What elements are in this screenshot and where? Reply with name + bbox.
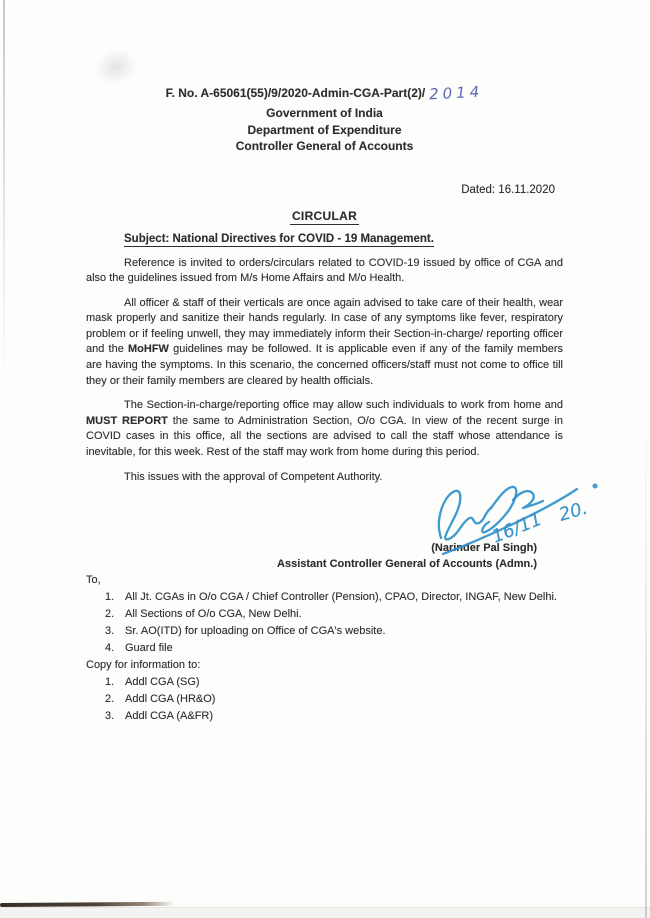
list-number: 1. [105, 675, 115, 688]
document-content [86, 0, 563, 725]
file-number-text: F. No. A-65061(55)/9/2020-Admin-CGA-Part(2)/ [165, 86, 426, 100]
circular-heading-row [86, 208, 563, 225]
scan-bottom-line-artifact [0, 902, 175, 907]
text-run: the same to Administration Section, O/o CGA. In view of the recent surge in COVID cases in this office, all the sections are advised to call the staff whose attendance is inevitable, for this week. Rest of the staff may work from home during this period. [86, 414, 563, 459]
list-number: 3. [105, 625, 115, 637]
to-list-item [86, 589, 563, 606]
file-number-handwritten: 2014 [428, 82, 484, 104]
list-text: Addl CGA (SG) [125, 675, 200, 688]
bold-run: MoHFW [128, 343, 169, 356]
signatory-designation: Assistant Controller General of Accounts (Admn.) [277, 557, 537, 570]
to-list-item [86, 623, 563, 640]
file-number-line [86, 82, 563, 104]
signature-flourish [513, 491, 543, 508]
list-text: Guard file [125, 642, 173, 654]
list-number: 3. [105, 709, 115, 722]
scan-right-edge-artifact [645, 410, 647, 918]
subject-row [86, 231, 563, 247]
signature-date-part2: 20. [556, 497, 590, 526]
list-text: All Sections of O/o CGA, New Delhi. [125, 608, 302, 620]
copy-label: Copy for information to: [86, 659, 201, 671]
text-run: Reference is invited to orders/circulars related to COVID-19 issued by office of CGA and also the guidelines issued from M/s Home Affairs and M/o Health. [86, 256, 563, 285]
to-list-item [86, 606, 563, 623]
text-run: The Section-in-charge/reporting office may allow such individuals to work from home and [124, 399, 563, 412]
list-text: Addl CGA (HR&O) [125, 692, 216, 705]
bold-run: MUST REPORT [86, 414, 168, 427]
letterhead-office: Controller General of Accounts [235, 139, 414, 153]
copy-list-item [86, 674, 563, 691]
signatory-name: (Narinder Pal Singh) [431, 542, 537, 555]
handwritten-signature [425, 474, 607, 560]
to-list-item [86, 640, 563, 657]
copy-list-item [86, 708, 563, 725]
body-paragraph [86, 256, 563, 287]
list-number: 4. [105, 642, 115, 654]
to-label: To, [86, 574, 101, 587]
circular-title: CIRCULAR [291, 208, 358, 223]
signature-dot [594, 485, 597, 488]
scan-bottom-edge-artifact [0, 907, 650, 918]
list-number: 1. [105, 591, 115, 603]
copy-list-item [86, 691, 563, 708]
list-number: 2. [105, 608, 115, 620]
letterhead-government: Government of India [266, 106, 383, 120]
body-paragraph [86, 398, 563, 460]
list-text: Sr. AO(ITD) for uploading on Office of CGA's website. [125, 625, 386, 637]
to-list [86, 589, 563, 657]
subject-text: Subject: National Directives for COVID - 19 Management. [124, 232, 434, 245]
text-run: All officer & staff of their verticals are once again advised to take care of their health, wear mask properly and sanitize their hands regularly. In case of any symptoms like fever, respiratory problem or if feeling unwell, they may immediately inform their Section-in-charge/ reporting officer and the [86, 296, 563, 356]
body-paragraph [86, 296, 563, 390]
text-run: This issues with the approval of Competent Authority. [124, 470, 383, 483]
letterhead-department: Department of Expenditure [247, 122, 402, 137]
body-paragraphs [86, 256, 563, 486]
date-line: Dated: 16.11.2020 [461, 183, 555, 196]
text-run: guidelines may be followed. It is applicable even if any of the family members are having the symptoms. In this scenario, the concerned officers/staff must not come to office till they or their family members are cleared by health officials. [86, 343, 564, 387]
signature-date-part1: 16/11 [489, 508, 545, 548]
list-text: Addl CGA (A&FR) [125, 709, 214, 722]
letterhead [86, 105, 563, 155]
list-text: All Jt. CGAs in O/o CGA / Chief Controller (Pension), CPAO, Director, INGAF, New Delhi. [125, 591, 557, 603]
copy-list [86, 674, 563, 725]
list-number: 2. [105, 692, 115, 705]
scan-edge-left-artifact [3, 0, 5, 380]
